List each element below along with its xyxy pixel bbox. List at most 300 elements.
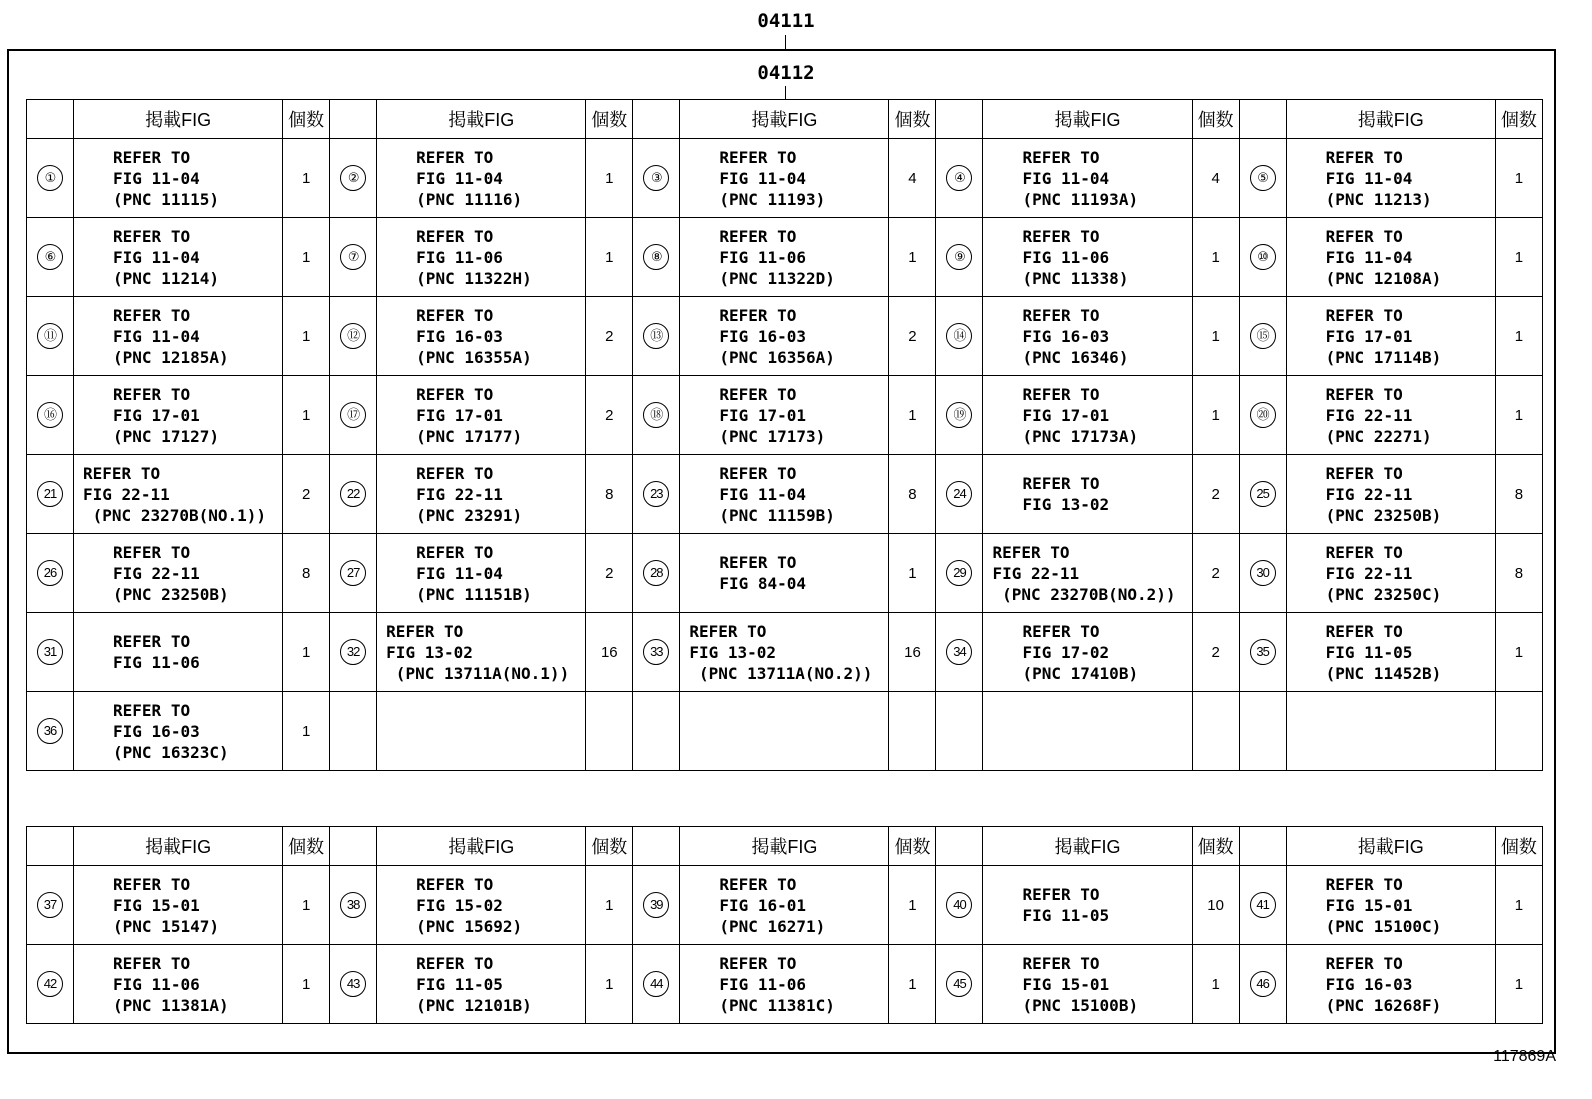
quantity-cell: 1 — [283, 692, 330, 771]
ref-number-circle: 33 — [643, 639, 669, 665]
fig-reference-cell — [983, 613, 1192, 692]
ref-number-cell — [936, 376, 983, 455]
pnc-text: (PNC 11322H) — [416, 268, 532, 288]
header-qty: 個数 — [283, 100, 330, 139]
quantity-cell: 2 — [889, 297, 936, 376]
fig-number-text: FIG 22-11 — [1325, 484, 1413, 504]
pnc-text: (PNC 23250B) — [1325, 505, 1442, 525]
ref-number-cell — [27, 945, 74, 1024]
pnc-text: (PNC 11193A) — [1022, 189, 1139, 209]
fig-number-text: FIG 17-01 — [1022, 405, 1110, 425]
pnc-text: (PNC 11116) — [416, 189, 523, 209]
ref-number-cell — [1239, 866, 1286, 945]
fig-reference-cell — [1286, 613, 1495, 692]
fig-reference-cell — [377, 455, 586, 534]
table-row — [27, 218, 1543, 297]
ref-number-circle: ⑤ — [1250, 165, 1276, 191]
header-row — [27, 827, 1543, 866]
header-blank — [27, 827, 74, 866]
ref-number-circle: ⑲ — [946, 402, 972, 428]
refer-to-text: REFER TO — [113, 700, 191, 720]
pnc-text: (PNC 13711A(NO.1)) — [386, 663, 570, 683]
table-row — [27, 455, 1543, 534]
refer-to-text: REFER TO — [1022, 474, 1100, 493]
ref-number-circle: ⑥ — [37, 244, 63, 270]
fig-reference-cell — [377, 376, 586, 455]
fig-reference-cell — [1286, 692, 1495, 771]
quantity-cell: 10 — [1192, 866, 1239, 945]
header-qty: 個数 — [1192, 827, 1239, 866]
fig-reference-cell — [680, 139, 889, 218]
refer-to-text: REFER TO — [416, 384, 494, 404]
refer-to-text: REFER TO — [416, 463, 494, 483]
ref-number-cell — [1239, 218, 1286, 297]
table-row — [27, 945, 1543, 1024]
fig-reference-cell — [983, 866, 1192, 945]
header-blank — [936, 827, 983, 866]
quantity-cell: 1 — [283, 866, 330, 945]
fig-number-text: FIG 15-02 — [416, 895, 503, 915]
ref-number-circle: ⑱ — [643, 402, 669, 428]
header-blank — [633, 827, 680, 866]
fig-number-text: FIG 17-01 — [416, 405, 503, 425]
quantity-cell: 1 — [1192, 945, 1239, 1024]
ref-number-circle: 38 — [340, 892, 366, 918]
quantity-cell: 1 — [586, 218, 633, 297]
quantity-cell: 1 — [889, 534, 936, 613]
ref-number-circle: 21 — [37, 481, 63, 507]
fig-number-text: FIG 11-04 — [416, 563, 503, 583]
refer-to-text: REFER TO — [1325, 305, 1403, 325]
assembly-code-top: 04111 — [757, 10, 815, 32]
fig-number-text: FIG 13-02 — [386, 642, 473, 662]
fig-reference-cell — [1286, 455, 1495, 534]
refer-to-text: REFER TO — [1022, 885, 1100, 904]
ref-number-cell — [1239, 376, 1286, 455]
header-blank — [330, 100, 377, 139]
ref-number-circle: 44 — [643, 971, 669, 997]
pnc-text: (PNC 15692) — [416, 916, 523, 936]
fig-reference-cell — [680, 866, 889, 945]
refer-to-text: REFER TO — [1022, 621, 1100, 641]
fig-reference-cell — [74, 218, 283, 297]
table-row — [27, 692, 1543, 771]
fig-reference-cell — [680, 218, 889, 297]
pnc-text: (PNC 22271) — [1325, 426, 1432, 446]
leader-line-top — [785, 35, 786, 49]
fig-number-text: FIG 11-04 — [113, 326, 200, 346]
fig-number-text: FIG 13-02 — [689, 642, 777, 662]
ref-number-cell — [330, 613, 377, 692]
ref-number-cell — [633, 218, 680, 297]
header-qty: 個数 — [1495, 100, 1542, 139]
ref-number-cell — [330, 945, 377, 1024]
fig-reference-cell — [377, 534, 586, 613]
quantity-cell: 1 — [283, 218, 330, 297]
header-fig: 掲載FIG — [983, 100, 1192, 139]
fig-number-text: FIG 11-04 — [719, 168, 807, 188]
refer-to-text: REFER TO — [416, 147, 494, 167]
ref-number-circle: 46 — [1250, 971, 1276, 997]
refer-to-text: REFER TO — [719, 226, 797, 246]
ref-number-circle: 26 — [37, 560, 63, 586]
ref-number-circle: 39 — [643, 892, 669, 918]
pnc-text: (PNC 12185A) — [113, 347, 229, 367]
fig-number-text: FIG 22-11 — [1325, 563, 1413, 583]
pnc-text: (PNC 23270B(NO.1)) — [83, 505, 267, 525]
fig-reference-cell — [74, 376, 283, 455]
quantity-cell: 1 — [283, 945, 330, 1024]
quantity-cell: 2 — [1192, 455, 1239, 534]
ref-number-circle: ③ — [643, 165, 669, 191]
pnc-text: (PNC 12108A) — [1325, 268, 1442, 288]
table-row — [27, 297, 1543, 376]
fig-number-text: FIG 17-01 — [1325, 326, 1413, 346]
ref-number-cell — [27, 613, 74, 692]
fig-reference-cell — [1286, 297, 1495, 376]
ref-number-circle: ① — [37, 165, 63, 191]
refer-to-text: REFER TO — [416, 305, 494, 325]
ref-number-cell — [27, 866, 74, 945]
ref-number-cell — [633, 139, 680, 218]
refer-to-text: REFER TO — [1325, 463, 1403, 483]
fig-number-text: FIG 11-04 — [113, 247, 200, 267]
header-blank — [330, 827, 377, 866]
refer-to-text: REFER TO — [719, 305, 797, 325]
fig-number-text: FIG 11-05 — [1325, 642, 1413, 662]
quantity-cell: 1 — [283, 297, 330, 376]
ref-number-cell — [936, 455, 983, 534]
ref-number-cell — [27, 297, 74, 376]
pnc-text: (PNC 11159B) — [719, 505, 835, 525]
fig-reference-cell — [983, 218, 1192, 297]
pnc-text: (PNC 15100B) — [1022, 995, 1139, 1015]
fig-number-text: FIG 15-01 — [1325, 895, 1413, 915]
fig-reference-cell — [74, 297, 283, 376]
table-row — [27, 534, 1543, 613]
pnc-text: (PNC 16323C) — [113, 742, 229, 762]
ref-number-circle: 42 — [37, 971, 63, 997]
pnc-text: (PNC 17127) — [113, 426, 219, 446]
pnc-text: (PNC 23270B(NO.2)) — [992, 584, 1176, 604]
ref-number-cell — [330, 218, 377, 297]
refer-to-text: REFER TO — [1022, 305, 1100, 325]
ref-number-circle: ⑬ — [643, 323, 669, 349]
ref-number-circle: ⑧ — [643, 244, 669, 270]
fig-reference-cell — [1286, 945, 1495, 1024]
fig-number-text: FIG 17-01 — [113, 405, 200, 425]
ref-number-circle: 27 — [340, 560, 366, 586]
ref-number-circle: ④ — [946, 165, 972, 191]
header-fig: 掲載FIG — [680, 827, 889, 866]
ref-number-circle: ⑦ — [340, 244, 366, 270]
quantity-cell: 8 — [1495, 534, 1542, 613]
pnc-text: (PNC 11322D) — [719, 268, 835, 288]
ref-number-cell — [330, 376, 377, 455]
refer-to-text: REFER TO — [1325, 542, 1403, 562]
fig-number-text: FIG 16-03 — [719, 326, 807, 346]
quantity-cell: 2 — [586, 297, 633, 376]
quantity-cell: 1 — [1495, 139, 1542, 218]
ref-number-cell — [633, 534, 680, 613]
fig-reference-cell — [1286, 866, 1495, 945]
fig-reference-cell — [74, 455, 283, 534]
fig-number-text: FIG 11-04 — [1325, 168, 1413, 188]
fig-reference-cell — [1286, 139, 1495, 218]
quantity-cell: 1 — [283, 613, 330, 692]
pnc-text: (PNC 13711A(NO.2)) — [689, 663, 873, 683]
fig-reference-cell — [1286, 376, 1495, 455]
fig-number-text: FIG 11-04 — [416, 168, 503, 188]
pnc-text: (PNC 11381A) — [113, 995, 229, 1015]
refer-to-text: REFER TO — [416, 226, 494, 246]
refer-to-text: REFER TO — [1325, 147, 1403, 167]
fig-number-text: FIG 11-06 — [1022, 247, 1110, 267]
quantity-cell: 2 — [586, 534, 633, 613]
fig-reference-cell — [377, 218, 586, 297]
quantity-cell: 8 — [586, 455, 633, 534]
ref-number-cell — [936, 613, 983, 692]
refer-to-text: REFER TO — [113, 147, 191, 167]
fig-reference-cell — [1286, 534, 1495, 613]
fig-reference-cell — [680, 613, 889, 692]
header-fig: 掲載FIG — [74, 100, 283, 139]
quantity-cell: 1 — [1495, 218, 1542, 297]
quantity-cell: 4 — [889, 139, 936, 218]
ref-number-circle: 24 — [946, 481, 972, 507]
fig-number-text: FIG 16-03 — [113, 721, 200, 741]
pnc-text: (PNC 23250C) — [1325, 584, 1442, 604]
header-fig: 掲載FIG — [1286, 827, 1495, 866]
fig-number-text: FIG 16-03 — [416, 326, 503, 346]
fig-reference-cell — [680, 455, 889, 534]
pnc-text: (PNC 11214) — [113, 268, 219, 288]
ref-number-circle: 35 — [1250, 639, 1276, 665]
ref-number-cell — [27, 534, 74, 613]
pnc-text: (PNC 16356A) — [719, 347, 835, 367]
parts-reference-table-2 — [26, 826, 1543, 1024]
refer-to-text: REFER TO — [719, 147, 797, 167]
fig-number-text: FIG 15-01 — [113, 895, 200, 915]
quantity-cell: 1 — [283, 139, 330, 218]
quantity-cell: 1 — [889, 218, 936, 297]
quantity-cell: 8 — [283, 534, 330, 613]
ref-number-circle: 30 — [1250, 560, 1276, 586]
fig-reference-cell — [74, 534, 283, 613]
fig-reference-cell — [74, 945, 283, 1024]
pnc-text: (PNC 11115) — [113, 189, 219, 209]
ref-number-circle: 22 — [340, 481, 366, 507]
refer-to-text: REFER TO — [416, 874, 494, 894]
ref-number-circle: ② — [340, 165, 366, 191]
quantity-cell: 1 — [889, 376, 936, 455]
refer-to-text: REFER TO — [416, 953, 494, 973]
pnc-text: (PNC 17173A) — [1022, 426, 1139, 446]
fig-reference-cell — [680, 376, 889, 455]
ref-number-cell — [330, 534, 377, 613]
header-blank — [27, 100, 74, 139]
fig-reference-cell — [983, 376, 1192, 455]
ref-number-cell — [633, 297, 680, 376]
fig-reference-cell — [377, 692, 586, 771]
header-qty: 個数 — [889, 827, 936, 866]
fig-reference-cell — [377, 613, 586, 692]
pnc-text: (PNC 15147) — [113, 916, 219, 936]
quantity-cell: 1 — [889, 866, 936, 945]
refer-to-text: REFER TO — [1325, 953, 1403, 973]
ref-number-circle: ⑮ — [1250, 323, 1276, 349]
pnc-text: (PNC 16346) — [1022, 347, 1129, 367]
quantity-cell: 16 — [889, 613, 936, 692]
ref-number-cell — [1239, 139, 1286, 218]
fig-reference-cell — [680, 534, 889, 613]
pnc-text: (PNC 15100C) — [1325, 916, 1442, 936]
refer-to-text: REFER TO — [1022, 147, 1100, 167]
ref-number-circle: ⑳ — [1250, 402, 1276, 428]
refer-to-text: REFER TO — [113, 384, 191, 404]
illustration-id: 117869A — [1493, 1048, 1556, 1065]
refer-to-text: REFER TO — [689, 621, 767, 641]
leader-line-inner — [785, 86, 786, 99]
ref-number-cell — [936, 297, 983, 376]
ref-number-circle: ⑩ — [1250, 244, 1276, 270]
pnc-text: (PNC 11213) — [1325, 189, 1432, 209]
quantity-cell — [586, 692, 633, 771]
fig-number-text: FIG 11-04 — [1022, 168, 1110, 188]
header-fig: 掲載FIG — [74, 827, 283, 866]
quantity-cell: 2 — [1192, 534, 1239, 613]
quantity-cell: 1 — [889, 945, 936, 1024]
fig-number-text: FIG 17-01 — [719, 405, 807, 425]
ref-number-circle: 28 — [643, 560, 669, 586]
refer-to-text: REFER TO — [719, 463, 797, 483]
table-row — [27, 866, 1543, 945]
ref-number-cell — [330, 455, 377, 534]
ref-number-cell — [936, 945, 983, 1024]
header-qty: 個数 — [283, 827, 330, 866]
ref-number-circle: ⑯ — [37, 402, 63, 428]
ref-number-circle: 40 — [946, 892, 972, 918]
fig-reference-cell — [74, 692, 283, 771]
ref-number-circle: ⑰ — [340, 402, 366, 428]
refer-to-text: REFER TO — [113, 305, 191, 325]
refer-to-text: REFER TO — [1325, 874, 1403, 894]
ref-number-cell — [936, 692, 983, 771]
pnc-text: (PNC 11193) — [719, 189, 826, 209]
fig-number-text: FIG 22-11 — [113, 563, 200, 583]
fig-reference-cell — [983, 297, 1192, 376]
table-row — [27, 613, 1543, 692]
pnc-text: (PNC 17114B) — [1325, 347, 1442, 367]
fig-reference-cell — [377, 297, 586, 376]
fig-number-text: FIG 17-02 — [1022, 642, 1110, 662]
quantity-cell: 2 — [1192, 613, 1239, 692]
refer-to-text: REFER TO — [719, 384, 797, 404]
header-row — [27, 100, 1543, 139]
refer-to-text: REFER TO — [386, 621, 464, 641]
ref-number-cell — [27, 376, 74, 455]
fig-number-text: FIG 11-04 — [113, 168, 200, 188]
header-qty: 個数 — [1495, 827, 1542, 866]
fig-reference-cell — [983, 692, 1192, 771]
fig-number-text: FIG 11-06 — [113, 974, 200, 994]
ref-number-cell — [330, 139, 377, 218]
refer-to-text: REFER TO — [113, 632, 191, 651]
quantity-cell: 1 — [586, 139, 633, 218]
pnc-text: (PNC 23291) — [416, 505, 523, 525]
quantity-cell: 1 — [1495, 613, 1542, 692]
fig-reference-cell — [680, 692, 889, 771]
ref-number-cell — [27, 692, 74, 771]
refer-to-text: REFER TO — [83, 463, 161, 483]
ref-number-cell — [330, 692, 377, 771]
ref-number-cell — [633, 455, 680, 534]
ref-number-circle: ⑭ — [946, 323, 972, 349]
fig-reference-cell — [983, 455, 1192, 534]
quantity-cell — [889, 692, 936, 771]
table-row — [27, 376, 1543, 455]
ref-number-cell — [1239, 534, 1286, 613]
quantity-cell: 8 — [889, 455, 936, 534]
header-blank — [1239, 100, 1286, 139]
quantity-cell — [1495, 692, 1542, 771]
pnc-text: (PNC 16268F) — [1325, 995, 1442, 1015]
quantity-cell: 1 — [283, 376, 330, 455]
refer-to-text: REFER TO — [1325, 384, 1403, 404]
fig-number-text: FIG 22-11 — [416, 484, 503, 504]
refer-to-text: REFER TO — [719, 874, 797, 894]
fig-number-text: FIG 11-04 — [1325, 247, 1413, 267]
refer-to-text: REFER TO — [1325, 226, 1403, 246]
table-row — [27, 139, 1543, 218]
quantity-cell: 4 — [1192, 139, 1239, 218]
ref-number-cell — [330, 297, 377, 376]
ref-number-cell — [633, 866, 680, 945]
header-blank — [936, 100, 983, 139]
refer-to-text: REFER TO — [992, 542, 1070, 562]
pnc-text: (PNC 16355A) — [416, 347, 532, 367]
fig-reference-cell — [1286, 218, 1495, 297]
fig-reference-cell — [74, 613, 283, 692]
fig-number-text: FIG 22-11 — [83, 484, 170, 504]
ref-number-circle: ⑨ — [946, 244, 972, 270]
pnc-text: (PNC 12101B) — [416, 995, 532, 1015]
quantity-cell: 2 — [283, 455, 330, 534]
pnc-text: (PNC 17177) — [416, 426, 523, 446]
pnc-text: (PNC 11452B) — [1325, 663, 1442, 683]
assembly-code-inner: 04112 — [757, 62, 815, 84]
fig-reference-cell — [74, 866, 283, 945]
pnc-text: (PNC 11338) — [1022, 268, 1129, 288]
quantity-cell: 1 — [586, 866, 633, 945]
quantity-cell: 1 — [1495, 297, 1542, 376]
quantity-cell: 1 — [1192, 376, 1239, 455]
header-fig: 掲載FIG — [680, 100, 889, 139]
ref-number-cell — [633, 613, 680, 692]
ref-number-circle: 41 — [1250, 892, 1276, 918]
ref-number-cell — [1239, 455, 1286, 534]
ref-number-circle: 37 — [37, 892, 63, 918]
ref-number-cell — [1239, 297, 1286, 376]
ref-number-cell — [1239, 613, 1286, 692]
refer-to-text: REFER TO — [719, 953, 797, 973]
fig-number-text: FIG 11-04 — [719, 484, 807, 504]
ref-number-circle: 23 — [643, 481, 669, 507]
fig-number-text: FIG 22-11 — [992, 563, 1080, 583]
quantity-cell: 16 — [586, 613, 633, 692]
refer-to-text: REFER TO — [416, 542, 494, 562]
quantity-cell: 1 — [1192, 297, 1239, 376]
